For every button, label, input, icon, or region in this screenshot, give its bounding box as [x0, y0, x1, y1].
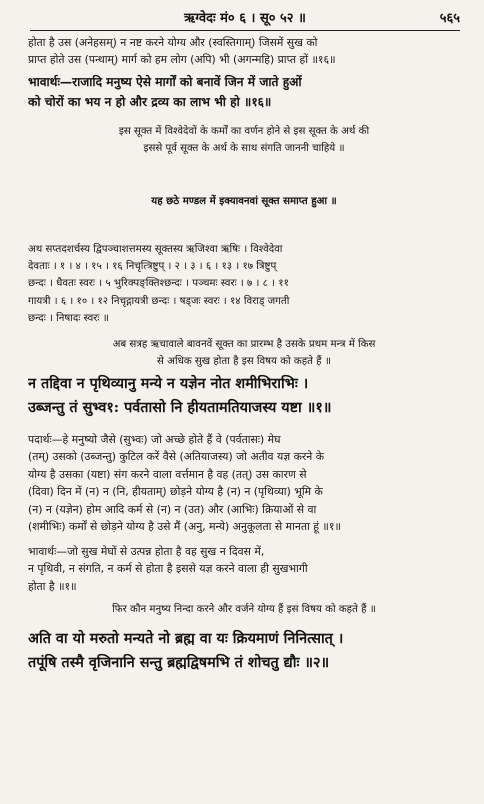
page-number: ५६५: [439, 11, 460, 26]
text-line: भावार्थः—राजादि मनुष्य ऐसे मार्गों को बनावें जिन में जाते हुओं: [28, 75, 302, 89]
padarth-1: [28, 431, 460, 535]
running-title: ऋग्वेदः मं० ६ । सू० ५२ ॥: [184, 11, 306, 26]
text-line: को चोरों का भय न हो और द्रव्य का लाभ भी हो ॥१६॥: [28, 95, 272, 109]
text-line: प्राप्त होते उस (पन्थाम्) मार्ग को हम लोग (अपि) भी (अगन्महि) प्राप्त हों ॥१६॥: [28, 53, 336, 67]
text-line: न पृथिवी, न संगति, न कर्म से होता है इससे यज्ञ करने वाला ही सुखभागी: [28, 562, 308, 576]
text-line: पदार्थः—हे मनुष्यो जैसे (सुभ्वः) जो अच्छे होते हैं वे (पर्वतासः) मेघ: [28, 433, 281, 446]
text-line: योग्य है उसका (यष्टा) संग करने वाला वर्त्तमान है वह (तत्) उस कारण से: [28, 467, 307, 481]
mantra-line: न तद्दिवा न पृथिव्यानु मन्ये न यज्ञेन नोत शमीभिराभिः ।: [28, 375, 309, 392]
header-rule: [30, 30, 460, 31]
text-line: (दिवा) दिन में (न) न (नि, हीयताम्) छोड़ने योग्य है (न) न (पृथिव्या) भूमि के: [28, 485, 323, 499]
mantra-2: [28, 627, 460, 675]
text-line: होता है उस (अनेहसम्) न नष्ट करने योग्य और (स्वस्तिगाम्) जिसमें सुख को: [28, 36, 318, 49]
text-line: अथ सप्तदशर्चस्य द्विपञ्चाशत्तमस्य सूक्तस्य ऋजिश्वा ऋषिः । विश्वेदेवा: [28, 244, 283, 255]
text-line: (शमीभिः) कर्मों से छोड़ने योग्य है उसे मैं (अनु, मन्ये) अनुकूलता से मानता हूं ॥१॥: [28, 520, 341, 534]
text-line: फिर कौन मनुष्य निन्दा करने और वर्जने योग्य हैं इस विषय को कहते हैं ॥: [112, 604, 376, 615]
text-line: (न) न (यज्ञेन) होम आदि कर्म से (न) न (उत) और (आभिः) क्रियाओं से वा: [28, 502, 317, 516]
mantra-line: उब्जन्तु तं सुभ्व१: पर्वतासो नि हीयतामतियाजस्य यष्टा ॥१॥: [28, 399, 332, 416]
mantra-line: तपूंषि तस्मै वृजिनानि सन्तु ब्रह्मद्विषमभि तं शोचतु द्यौः ॥२॥: [28, 654, 330, 671]
text-line: छन्दः । निषादः स्वरः ॥: [28, 312, 109, 324]
bhavarth-1: [28, 543, 460, 595]
text-line: भावार्थः—जो सुख मेघों से उत्पन्न होता है वह सुख न दिवस में,: [28, 545, 265, 558]
continued-padarth: [28, 34, 460, 69]
topic-statement: [28, 336, 460, 370]
text-line: होता है ॥१॥: [28, 579, 77, 593]
text-line: गायत्री । ६ । १० । १२ निचृद्गायत्री छन्दः । षड्जः स्वरः । १४ विराड् जगती: [28, 295, 290, 307]
text-line: (तम्) उसको (उब्जन्तु) कुटिल करें वैसे (अतियाजस्य) जो अतीव यज्ञ करने के: [28, 450, 324, 464]
text-line: से अधिक सुख होता है इस विषय को कहते हैं ॥: [157, 356, 331, 368]
text-line: इस सूक्त में विश्वेदेवों के कर्मों का वर्णन होने से इस सूक्त के अर्थ की: [118, 126, 370, 137]
text-line: यह छठे मण्डल में इक्यावनवां सूक्त समाप्त हुआ ॥: [151, 196, 337, 207]
sukta-sangati-note: [28, 123, 460, 157]
bhavarth-16: [28, 72, 460, 112]
next-topic: [28, 601, 460, 618]
text-line: छन्दः । धैवतः स्वरः । ५ भुरिक्पङ्क्तिश्छन्दः । पञ्चमः स्वरः । ७ । ८ । ११: [28, 278, 289, 290]
text-line: देवताः । १ । ४ । १५ । १६ निचृत्त्रिष्टुप् । २ । ३ । ६ । १३ । १७ त्रिष्टुप्: [28, 261, 277, 273]
page-header: [30, 8, 460, 30]
text-line: इससे पूर्व सूक्त के अर्थ के साथ संगति जाननी चाहिये ॥: [143, 143, 345, 155]
mantra-line: अति वा यो मरुतो मन्यते नो ब्रह्म वा यः क्रियमाणं निनित्सात् ।: [28, 630, 344, 647]
text-line: अब सत्रह ऋचावाले बावनवें सूक्त का प्रारम्भ है उसके प्रथम मन्त्र में किस: [112, 339, 376, 350]
mantra-1: [28, 372, 460, 420]
sukta-intro: [28, 241, 460, 327]
sukta-completion: [28, 193, 460, 210]
